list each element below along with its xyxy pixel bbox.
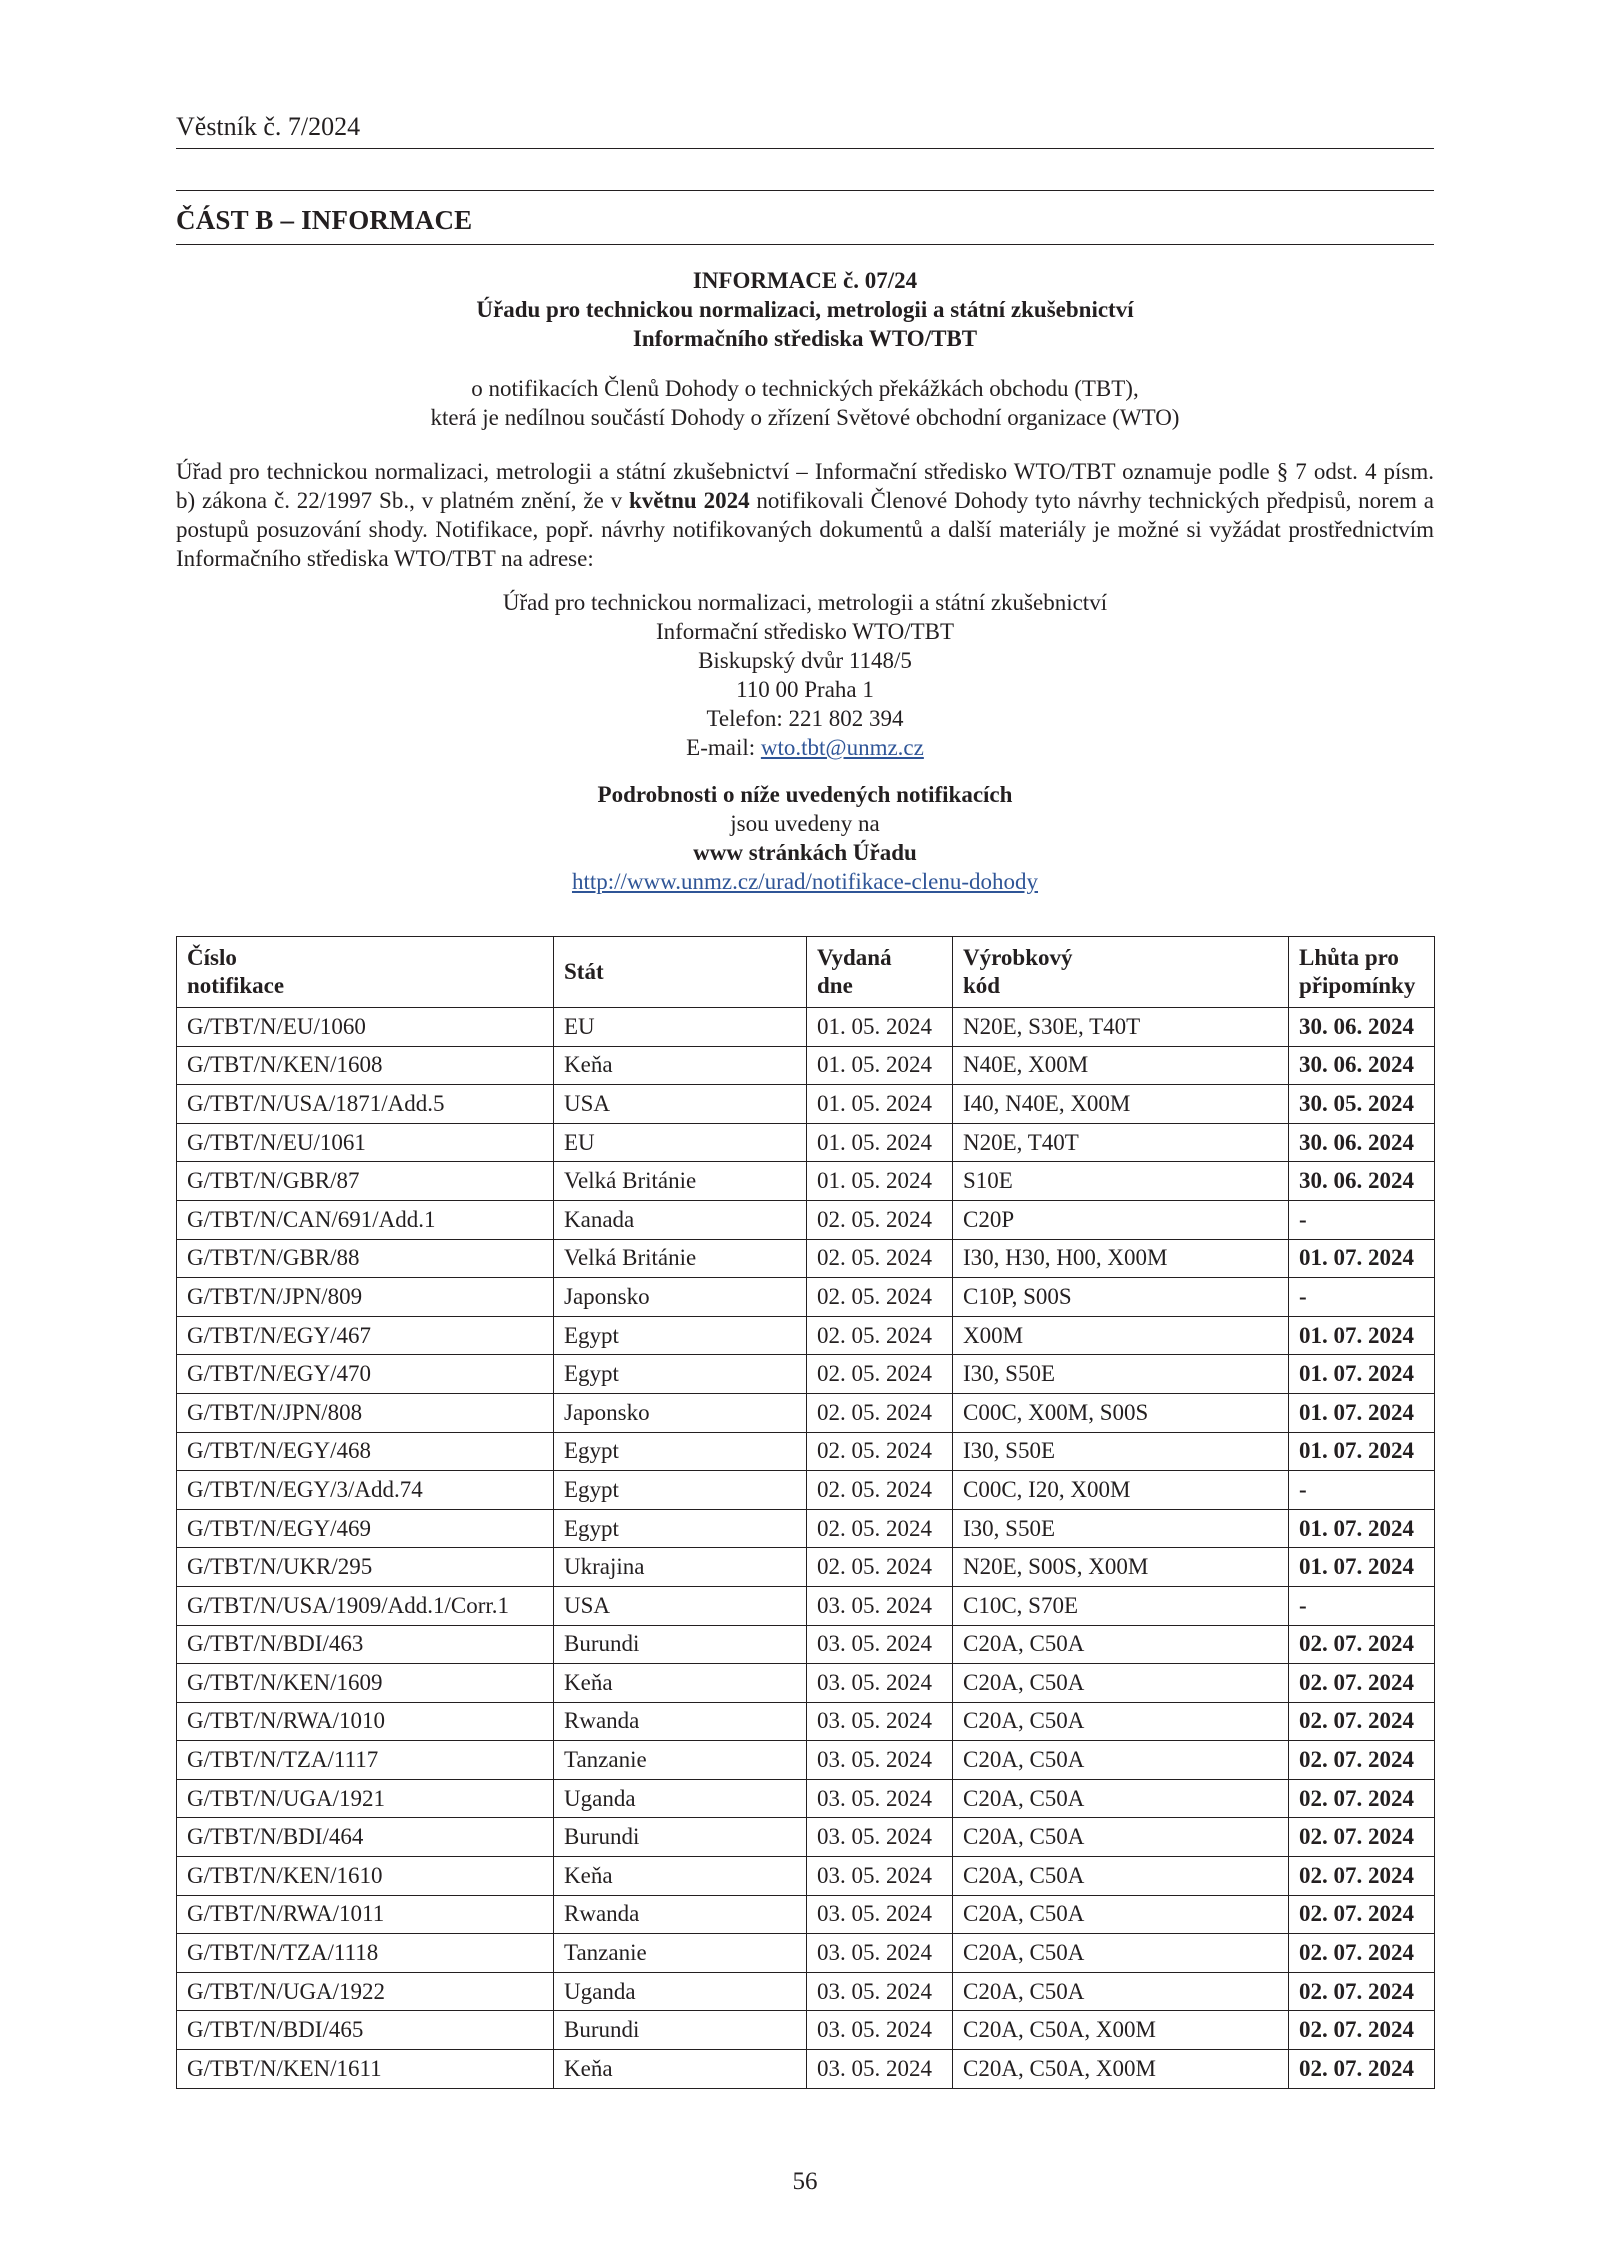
cell-issued-date: 03. 05. 2024	[807, 1664, 953, 1703]
cell-state: Keňa	[554, 1046, 807, 1085]
cell-comment-deadline: 02. 07. 2024	[1289, 2011, 1435, 2050]
table-row	[177, 1278, 1435, 1317]
cell-product-code: I30, S50E	[953, 1432, 1289, 1471]
information-subheading	[176, 374, 1434, 432]
cell-state: Egypt	[554, 1316, 807, 1355]
table-body	[177, 1008, 1435, 2089]
heading-line-3: Informačního střediska WTO/TBT	[632, 326, 978, 351]
email-label: E-mail:	[686, 735, 761, 760]
cell-notification-number: G/TBT/N/BDI/465	[177, 2011, 554, 2050]
table-row	[177, 1162, 1435, 1201]
cell-issued-date: 03. 05. 2024	[807, 2011, 953, 2050]
cell-comment-deadline: -	[1289, 1200, 1435, 1239]
information-heading	[176, 266, 1434, 353]
cell-product-code: I40, N40E, X00M	[953, 1085, 1289, 1124]
cell-comment-deadline: 01. 07. 2024	[1289, 1393, 1435, 1432]
cell-comment-deadline: 01. 07. 2024	[1289, 1355, 1435, 1394]
cell-issued-date: 01. 05. 2024	[807, 1085, 953, 1124]
cell-comment-deadline: 02. 07. 2024	[1289, 1625, 1435, 1664]
table-row	[177, 1316, 1435, 1355]
table-row	[177, 1857, 1435, 1896]
address-phone: Telefon: 221 802 394	[706, 706, 904, 731]
cell-state: Egypt	[554, 1509, 807, 1548]
table-row	[177, 2011, 1435, 2050]
cell-notification-number: G/TBT/N/BDI/463	[177, 1625, 554, 1664]
cell-issued-date: 02. 05. 2024	[807, 1471, 953, 1510]
cell-product-code: I30, S50E	[953, 1509, 1289, 1548]
cell-notification-number: G/TBT/N/TZA/1118	[177, 1934, 554, 1973]
cell-notification-number: G/TBT/N/KEN/1608	[177, 1046, 554, 1085]
cell-notification-number: G/TBT/N/USA/1871/Add.5	[177, 1085, 554, 1124]
cell-notification-number: G/TBT/N/EU/1061	[177, 1123, 554, 1162]
cell-product-code: C10P, S00S	[953, 1278, 1289, 1317]
section-title	[176, 190, 1434, 245]
cell-notification-number: G/TBT/N/JPN/808	[177, 1393, 554, 1432]
header-issued-date: Vydaná dne	[807, 937, 953, 1008]
cell-comment-deadline: 02. 07. 2024	[1289, 1857, 1435, 1896]
cell-state: Rwanda	[554, 1702, 807, 1741]
cell-comment-deadline: 02. 07. 2024	[1289, 1779, 1435, 1818]
cell-issued-date: 03. 05. 2024	[807, 1625, 953, 1664]
cell-issued-date: 01. 05. 2024	[807, 1008, 953, 1047]
cell-issued-date: 01. 05. 2024	[807, 1046, 953, 1085]
cell-notification-number: G/TBT/N/GBR/88	[177, 1239, 554, 1278]
cell-notification-number: G/TBT/N/UGA/1921	[177, 1779, 554, 1818]
cell-comment-deadline: 01. 07. 2024	[1289, 1316, 1435, 1355]
cell-comment-deadline: -	[1289, 1586, 1435, 1625]
cell-comment-deadline: 02. 07. 2024	[1289, 2050, 1435, 2089]
cell-notification-number: G/TBT/N/GBR/87	[177, 1162, 554, 1201]
cell-state: Tanzanie	[554, 1934, 807, 1973]
cell-comment-deadline: 30. 06. 2024	[1289, 1046, 1435, 1085]
cell-state: USA	[554, 1085, 807, 1124]
cell-issued-date: 02. 05. 2024	[807, 1278, 953, 1317]
cell-issued-date: 02. 05. 2024	[807, 1200, 953, 1239]
cell-notification-number: G/TBT/N/EGY/3/Add.74	[177, 1471, 554, 1510]
intro-text-before: Úřad pro technickou normalizaci, metrologii a státní zkušebnictví – Informační středisko WTO/TBT oznamuje podle § 7 odst. 4 písm. b) zákona č. 22/1997 Sb., v platném znění, že v	[176, 459, 1434, 513]
cell-product-code: C20A, C50A	[953, 1934, 1289, 1973]
cell-state: Velká Británie	[554, 1162, 807, 1201]
cell-comment-deadline: -	[1289, 1278, 1435, 1317]
table-row	[177, 1355, 1435, 1394]
cell-notification-number: G/TBT/N/CAN/691/Add.1	[177, 1200, 554, 1239]
details-url-link[interactable]: http://www.unmz.cz/urad/notifikace-clenu-dohody	[571, 869, 1039, 894]
cell-comment-deadline: 02. 07. 2024	[1289, 1972, 1435, 2011]
cell-state: Burundi	[554, 1818, 807, 1857]
cell-product-code: C20P	[953, 1200, 1289, 1239]
cell-state: Japonsko	[554, 1278, 807, 1317]
cell-comment-deadline: 30. 05. 2024	[1289, 1085, 1435, 1124]
table-row	[177, 1123, 1435, 1162]
cell-comment-deadline: 30. 06. 2024	[1289, 1008, 1435, 1047]
cell-issued-date: 03. 05. 2024	[807, 1895, 953, 1934]
cell-product-code: C20A, C50A	[953, 1702, 1289, 1741]
cell-comment-deadline: 01. 07. 2024	[1289, 1239, 1435, 1278]
table-row	[177, 1625, 1435, 1664]
section-title-text: ČÁST B – INFORMACE	[176, 205, 473, 235]
cell-comment-deadline: 01. 07. 2024	[1289, 1432, 1435, 1471]
cell-issued-date: 02. 05. 2024	[807, 1355, 953, 1394]
table-row	[177, 1779, 1435, 1818]
cell-issued-date: 01. 05. 2024	[807, 1162, 953, 1201]
cell-state: Ukrajina	[554, 1548, 807, 1587]
cell-comment-deadline: 02. 07. 2024	[1289, 1818, 1435, 1857]
cell-comment-deadline: 30. 06. 2024	[1289, 1123, 1435, 1162]
cell-product-code: N20E, T40T	[953, 1123, 1289, 1162]
cell-issued-date: 03. 05. 2024	[807, 1586, 953, 1625]
cell-product-code: C20A, C50A	[953, 1625, 1289, 1664]
cell-notification-number: G/TBT/N/KEN/1611	[177, 2050, 554, 2089]
cell-notification-number: G/TBT/N/UGA/1922	[177, 1972, 554, 2011]
table-row	[177, 1702, 1435, 1741]
header-notification-number: Číslo notifikace	[177, 937, 554, 1008]
contact-address	[176, 588, 1434, 762]
cell-notification-number: G/TBT/N/UKR/295	[177, 1548, 554, 1587]
intro-text-after: notifikovali Členové Dohody tyto návrhy technických předpisů, norem a postupů posuzování shody. Notifikace, popř. návrhy notifikovaných dokumentů a další materiály je možné si vyžádat prostřednictvím Informačního střediska WTO/TBT na adrese:	[176, 488, 1434, 571]
email-link[interactable]: wto.tbt@unmz.cz	[760, 735, 924, 760]
address-line-1: Úřad pro technickou normalizaci, metrologii a státní zkušebnictví	[502, 590, 1108, 615]
cell-state: Keňa	[554, 2050, 807, 2089]
page-header	[176, 112, 1434, 149]
table-row	[177, 1934, 1435, 1973]
cell-state: USA	[554, 1586, 807, 1625]
table-row	[177, 1818, 1435, 1857]
table-row	[177, 1895, 1435, 1934]
subheading-line-2: která je nedílnou součástí Dohody o zřízení Světové obchodní organizace (WTO)	[430, 405, 1180, 430]
intro-text-month: květnu 2024	[628, 488, 750, 513]
address-line-3: Biskupský dvůr 1148/5	[698, 648, 912, 673]
cell-issued-date: 02. 05. 2024	[807, 1432, 953, 1471]
cell-comment-deadline: 02. 07. 2024	[1289, 1702, 1435, 1741]
cell-product-code: C20A, C50A	[953, 1895, 1289, 1934]
page-number	[176, 2168, 1434, 2196]
cell-comment-deadline: -	[1289, 1471, 1435, 1510]
cell-product-code: C00C, I20, X00M	[953, 1471, 1289, 1510]
cell-product-code: C20A, C50A, X00M	[953, 2050, 1289, 2089]
cell-state: Burundi	[554, 2011, 807, 2050]
table-row	[177, 1432, 1435, 1471]
table-row	[177, 1509, 1435, 1548]
cell-notification-number: G/TBT/N/RWA/1011	[177, 1895, 554, 1934]
address-line-4: 110 00 Praha 1	[736, 677, 874, 702]
bulletin-title: Věstník č. 7/2024	[176, 112, 361, 141]
cell-product-code: C20A, C50A	[953, 1857, 1289, 1896]
cell-issued-date: 03. 05. 2024	[807, 1972, 953, 2011]
cell-product-code: C00C, X00M, S00S	[953, 1393, 1289, 1432]
cell-product-code: S10E	[953, 1162, 1289, 1201]
cell-comment-deadline: 02. 07. 2024	[1289, 1895, 1435, 1934]
cell-comment-deadline: 02. 07. 2024	[1289, 1934, 1435, 1973]
cell-issued-date: 03. 05. 2024	[807, 1702, 953, 1741]
cell-state: Velká Británie	[554, 1239, 807, 1278]
subheading-line-1: o notifikacích Členů Dohody o technických překážkách obchodu (TBT),	[471, 376, 1139, 401]
cell-state: Uganda	[554, 1972, 807, 2011]
cell-issued-date: 02. 05. 2024	[807, 1509, 953, 1548]
header-product-code: Výrobkový kód	[953, 937, 1289, 1008]
table-row	[177, 1085, 1435, 1124]
cell-state: Keňa	[554, 1664, 807, 1703]
cell-notification-number: G/TBT/N/BDI/464	[177, 1818, 554, 1857]
cell-notification-number: G/TBT/N/EU/1060	[177, 1008, 554, 1047]
cell-issued-date: 03. 05. 2024	[807, 2050, 953, 2089]
cell-issued-date: 03. 05. 2024	[807, 1779, 953, 1818]
cell-issued-date: 01. 05. 2024	[807, 1123, 953, 1162]
cell-product-code: C20A, C50A, X00M	[953, 2011, 1289, 2050]
heading-line-2: Úřadu pro technickou normalizaci, metrologii a státní zkušebnictví	[476, 297, 1134, 322]
cell-state: EU	[554, 1008, 807, 1047]
cell-comment-deadline: 30. 06. 2024	[1289, 1162, 1435, 1201]
cell-issued-date: 02. 05. 2024	[807, 1239, 953, 1278]
cell-product-code: N20E, S00S, X00M	[953, 1548, 1289, 1587]
cell-comment-deadline: 02. 07. 2024	[1289, 1741, 1435, 1780]
cell-state: Uganda	[554, 1779, 807, 1818]
cell-state: Egypt	[554, 1471, 807, 1510]
page-number-text: 56	[792, 2168, 818, 2195]
cell-notification-number: G/TBT/N/EGY/470	[177, 1355, 554, 1394]
header-comment-deadline: Lhůta pro připomínky	[1289, 937, 1435, 1008]
cell-comment-deadline: 01. 07. 2024	[1289, 1548, 1435, 1587]
cell-notification-number: G/TBT/N/EGY/469	[177, 1509, 554, 1548]
cell-issued-date: 02. 05. 2024	[807, 1316, 953, 1355]
cell-product-code: I30, H30, H00, X00M	[953, 1239, 1289, 1278]
cell-state: Kanada	[554, 1200, 807, 1239]
cell-notification-number: G/TBT/N/RWA/1010	[177, 1702, 554, 1741]
cell-product-code: C20A, C50A	[953, 1741, 1289, 1780]
cell-product-code: I30, S50E	[953, 1355, 1289, 1394]
table-row	[177, 1664, 1435, 1703]
details-line-2: jsou uvedeny na	[730, 811, 880, 836]
address-line-2: Informační středisko WTO/TBT	[655, 619, 955, 644]
cell-product-code: X00M	[953, 1316, 1289, 1355]
cell-product-code: C20A, C50A	[953, 1664, 1289, 1703]
cell-product-code: C10C, S70E	[953, 1586, 1289, 1625]
cell-comment-deadline: 01. 07. 2024	[1289, 1509, 1435, 1548]
cell-state: Rwanda	[554, 1895, 807, 1934]
table-row	[177, 1200, 1435, 1239]
table-row	[177, 1548, 1435, 1587]
cell-state: EU	[554, 1123, 807, 1162]
table-row	[177, 1393, 1435, 1432]
table-row	[177, 1972, 1435, 2011]
table-row	[177, 1741, 1435, 1780]
cell-product-code: C20A, C50A	[953, 1779, 1289, 1818]
table-row	[177, 1471, 1435, 1510]
details-line-3: www stránkách Úřadu	[693, 840, 917, 865]
cell-state: Tanzanie	[554, 1741, 807, 1780]
notifications-table	[176, 936, 1435, 2089]
cell-notification-number: G/TBT/N/JPN/809	[177, 1278, 554, 1317]
cell-state: Egypt	[554, 1432, 807, 1471]
table-row	[177, 1239, 1435, 1278]
cell-notification-number: G/TBT/N/USA/1909/Add.1/Corr.1	[177, 1586, 554, 1625]
cell-state: Keňa	[554, 1857, 807, 1896]
cell-issued-date: 03. 05. 2024	[807, 1818, 953, 1857]
table-row	[177, 1586, 1435, 1625]
cell-comment-deadline: 02. 07. 2024	[1289, 1664, 1435, 1703]
cell-notification-number: G/TBT/N/TZA/1117	[177, 1741, 554, 1780]
table-row	[177, 1008, 1435, 1047]
details-block	[176, 780, 1434, 896]
cell-product-code: C20A, C50A	[953, 1972, 1289, 2011]
table-header-row	[177, 937, 1435, 1008]
heading-line-1: INFORMACE č. 07/24	[692, 268, 918, 293]
cell-notification-number: G/TBT/N/KEN/1609	[177, 1664, 554, 1703]
cell-issued-date: 03. 05. 2024	[807, 1741, 953, 1780]
intro-paragraph	[176, 457, 1434, 573]
cell-state: Egypt	[554, 1355, 807, 1394]
cell-issued-date: 03. 05. 2024	[807, 1934, 953, 1973]
cell-notification-number: G/TBT/N/EGY/468	[177, 1432, 554, 1471]
cell-product-code: N20E, S30E, T40T	[953, 1008, 1289, 1047]
cell-issued-date: 02. 05. 2024	[807, 1393, 953, 1432]
cell-state: Japonsko	[554, 1393, 807, 1432]
header-state: Stát	[554, 937, 807, 1008]
cell-issued-date: 02. 05. 2024	[807, 1548, 953, 1587]
cell-state: Burundi	[554, 1625, 807, 1664]
cell-notification-number: G/TBT/N/KEN/1610	[177, 1857, 554, 1896]
cell-product-code: N40E, X00M	[953, 1046, 1289, 1085]
table-row	[177, 2050, 1435, 2089]
cell-product-code: C20A, C50A	[953, 1818, 1289, 1857]
cell-notification-number: G/TBT/N/EGY/467	[177, 1316, 554, 1355]
cell-issued-date: 03. 05. 2024	[807, 1857, 953, 1896]
details-line-1: Podrobnosti o níže uvedených notifikacích	[597, 782, 1013, 807]
table-row	[177, 1046, 1435, 1085]
address-email-row	[176, 733, 1434, 762]
